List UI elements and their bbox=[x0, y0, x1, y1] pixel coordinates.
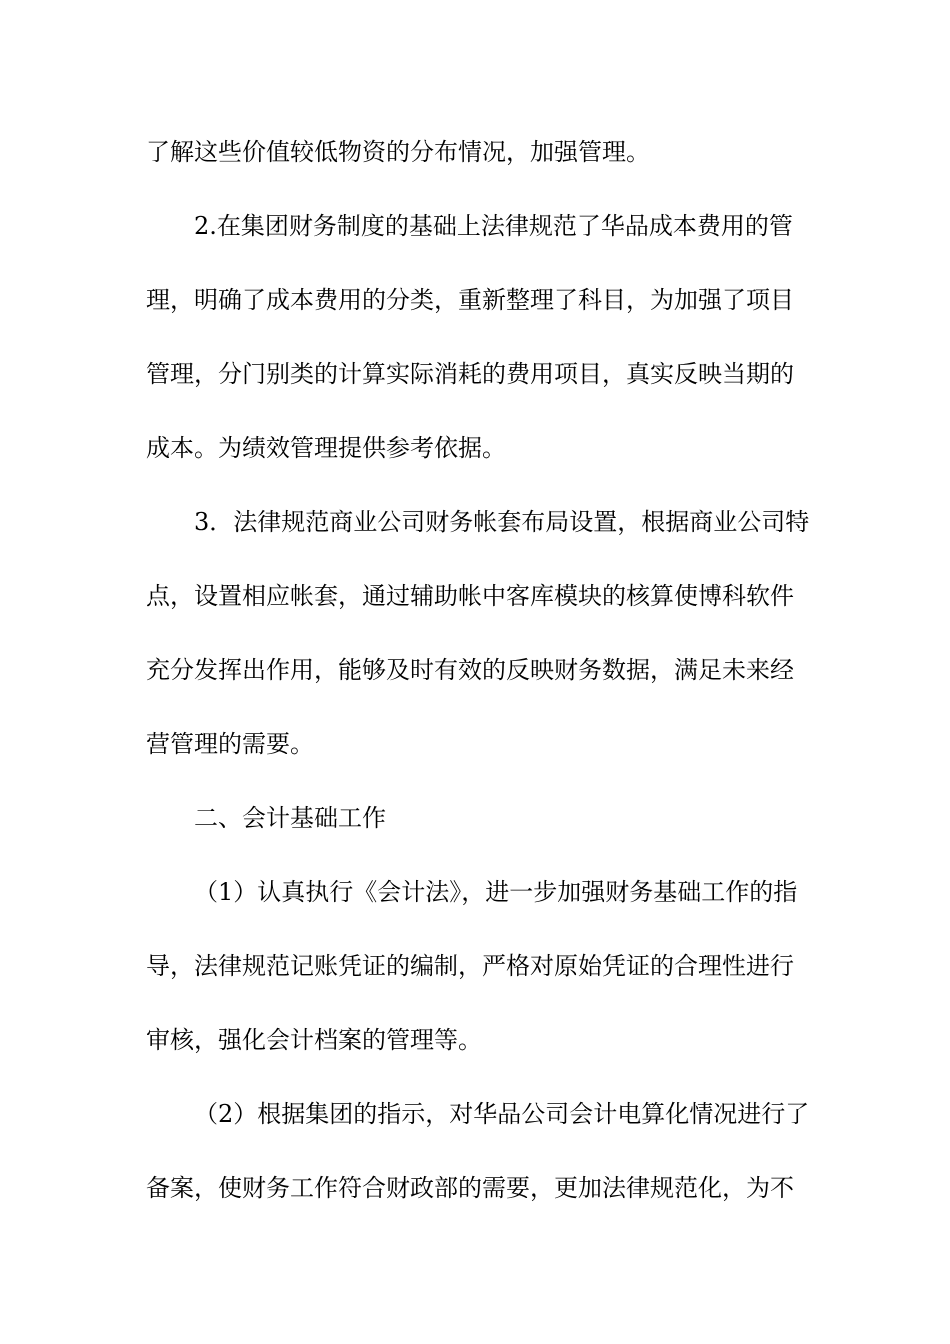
text-line: 点，设置相应帐套，通过辅助帐中客库模块的核算使博科软件 bbox=[146, 582, 794, 610]
text-line: 导，法律规范记账凭证的编制，严格对原始凭证的合理性进行 bbox=[146, 952, 794, 980]
item-2-start: （2）根据集团的指示，对华品公司会计电算化情况进行了 bbox=[194, 1100, 810, 1128]
text-line: 充分发挥出作用，能够及时有效的反映财务数据，满足未来经 bbox=[146, 656, 794, 684]
text-line: 管理，分门别类的计算实际消耗的费用项目，真实反映当期的 bbox=[146, 360, 794, 388]
text-line: 备案，使财务工作符合财政部的需要，更加法律规范化，为不 bbox=[146, 1174, 794, 1202]
text-line: 了解这些价值较低物资的分布情况，加强管理。 bbox=[146, 138, 650, 166]
paragraph-3-start: 3．法律规范商业公司财务帐套布局设置，根据商业公司特 bbox=[194, 508, 810, 536]
text-line: 审核，强化会计档案的管理等。 bbox=[146, 1026, 482, 1054]
paragraph-2-start: 2.在集团财务制度的基础上法律规范了华品成本费用的管 bbox=[194, 212, 793, 240]
text-line: 成本。为绩效管理提供参考依据。 bbox=[146, 434, 506, 462]
item-1-start: （1）认真执行《会计法》，进一步加强财务基础工作的指 bbox=[194, 878, 798, 906]
text-line: 理，明确了成本费用的分类，重新整理了科目，为加强了项目 bbox=[146, 286, 794, 314]
section-heading: 二、会计基础工作 bbox=[194, 804, 386, 832]
text-line: 营管理的需要。 bbox=[146, 730, 314, 758]
